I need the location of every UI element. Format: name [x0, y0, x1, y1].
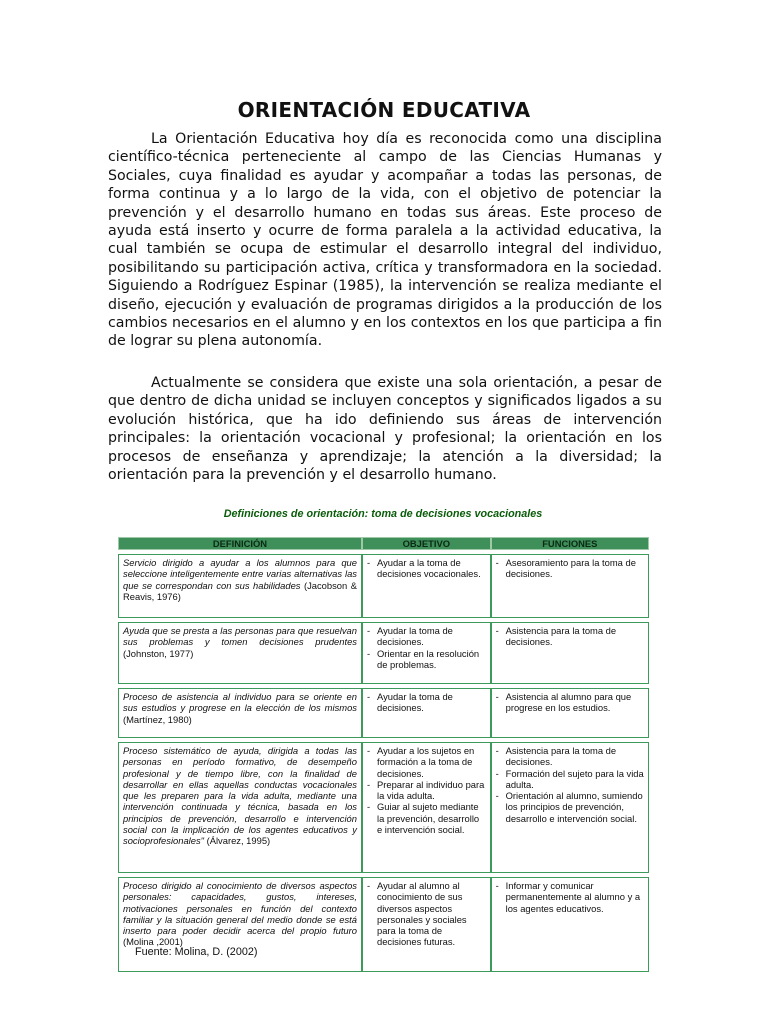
functions-cell: [491, 877, 649, 972]
definition-body: Proceso dirigido al conocimiento de diversos aspectos personales: capacidades, gustos, intereses, motivaciones personales en función del contexto familiar y la situación general del medio donde se está inserto para poder decidir acerca del propio futuro: [123, 880, 357, 937]
functions-list: [496, 691, 644, 714]
definition-body: Proceso de asistencia al individuo para se oriente en sus estudios y progrese en la elección de los mismos: [123, 691, 357, 714]
functions-list: [496, 880, 644, 914]
body-paragraph-2: Actualmente se considera que existe una sola orientación, a pesar de que dentro de dicha unidad se incluyen conceptos y significados ligados a su evolución histórica, que ha ido definiendo sus áreas de intervención principales: la orientación vocacional y profesional; la orientación en los procesos de enseñanza y aprendizaje; la atención a la diversidad; la orientación para la prevención y el desarrollo humano.: [108, 375, 662, 484]
functions-cell: [491, 688, 649, 738]
definition-reference: (Molina ,2001): [123, 936, 183, 948]
header-definicion: DEFINICIÓN: [118, 537, 362, 550]
definition-cell: [118, 554, 362, 618]
objective-cell: [362, 554, 491, 618]
table-caption: Definiciones de orientación: toma de decisiones vocacionales: [223, 508, 543, 520]
objective-cell: [362, 877, 491, 972]
objective-item: - Preparar al individuo para la vida adulta.: [367, 779, 486, 802]
definition-text: [123, 625, 357, 659]
definition-body: Proceso sistemático de ayuda, dirigida a todas las personas en período formativo, de desempeño profesional y de tiempo libre, con la finalidad de desarrollar en ellas aquellas conductas vocacionales que les preparen para la vida adulta, mediante una intervención continuada y técnica, basada en los principios de prevención, desarrollo e intervención social con la implicación de los agentes educativos y socioprofesionales": [123, 745, 357, 847]
function-item: - Asistencia al alumno para que progrese en los estudios.: [496, 691, 644, 714]
objective-list: [367, 557, 486, 580]
objective-item: - Ayudar al alumno al conocimiento de sus diversos aspectos personales y sociales para la toma de decisiones futuras.: [367, 880, 486, 948]
function-item: - Orientación al alumno, sumiendo los principios de prevención, desarrollo e intervención social.: [496, 790, 644, 824]
objective-cell: [362, 688, 491, 738]
table-row: [118, 622, 649, 684]
objective-cell: [362, 622, 491, 684]
table-body: [118, 550, 649, 972]
definition-reference: (Martínez, 1980): [123, 713, 192, 725]
definition-body: Ayuda que se presta a las personas para que resuelvan sus problemas y tomen decisiones prudentes: [123, 625, 357, 648]
table-row: [118, 554, 649, 618]
header-objetivo: OBJETIVO: [362, 537, 491, 550]
function-item: - Asistencia para la toma de decisiones.: [496, 745, 644, 768]
definitions-table: [118, 537, 649, 972]
objective-list: [367, 625, 486, 670]
definition-cell: [118, 622, 362, 684]
table-header-row: [118, 537, 649, 550]
functions-cell: [491, 742, 649, 873]
functions-list: [496, 745, 644, 824]
function-item: - Asistencia para la toma de decisiones.: [496, 625, 644, 648]
definition-reference: (Johnston, 1977): [123, 647, 194, 659]
header-funciones: FUNCIONES: [491, 537, 649, 550]
function-item: - Informar y comunicar permanentemente al alumno y a los agentes educativos.: [496, 880, 644, 914]
definition-body: Servicio dirigido a ayudar a los alumnos para que seleccione inteligentemente entre varias alternativas las que se correspondan con sus habilidades: [123, 557, 357, 591]
objective-item: - Orientar en la resolución de problemas.: [367, 648, 486, 671]
definition-cell: [118, 688, 362, 738]
objective-item: - Ayudar a los sujetos en formación a la toma de decisiones.: [367, 745, 486, 779]
definition-cell: [118, 742, 362, 873]
function-item: - Asesoramiento para la toma de decisiones.: [496, 557, 644, 580]
table-source: Fuente: Molina, D. (2002): [135, 946, 258, 958]
functions-cell: [491, 554, 649, 618]
objective-item: - Ayudar la toma de decisiones.: [367, 625, 486, 648]
definition-text: [123, 691, 357, 725]
functions-list: [496, 557, 644, 580]
objective-item: - Ayudar a la toma de decisiones vocacionales.: [367, 557, 486, 580]
definition-reference: (Álvarez, 1995): [206, 835, 271, 847]
function-item: - Formación del sujeto para la vida adulta.: [496, 768, 644, 791]
objective-item: - Ayudar la toma de decisiones.: [367, 691, 486, 714]
functions-list: [496, 625, 644, 648]
objective-list: [367, 880, 486, 948]
definition-text: [123, 557, 357, 602]
objective-list: [367, 745, 486, 835]
objective-item: - Guiar al sujeto mediante la prevención, desarrollo e intervención social.: [367, 801, 486, 835]
table-row: [118, 742, 649, 873]
page-title: ORIENTACIÓN EDUCATIVA: [237, 98, 531, 122]
definition-text: [123, 745, 357, 847]
definition-text: [123, 880, 357, 948]
objective-list: [367, 691, 486, 714]
objective-cell: [362, 742, 491, 873]
definition-reference: (Jacobson & Reavis, 1976): [123, 579, 357, 602]
functions-cell: [491, 622, 649, 684]
body-paragraph-1: La Orientación Educativa hoy día es reconocida como una disciplina científico-técnica perteneciente al campo de las Ciencias Humanas y Sociales, cuya finalidad es ayudar y acompañar a todas las personas, de forma continua y a lo largo de la vida, con el objetivo de potenciar la prevención y el desarrollo humano en todas sus áreas. Este proceso de ayuda está inserto y ocurre de forma paralela a la actividad educativa, la cual también se ocupa de estimular el desarrollo integral del individuo, posibilitando su participación activa, crítica y transformadora en la sociedad. Siguiendo a Rodríguez Espinar (1985), la intervención se realiza mediante el diseño, ejecución y evaluación de programas dirigidos a la producción de los cambios necesarios en el alumno y en los contextos en los que participa a fin de lograr su plena autonomía.: [108, 131, 662, 350]
table-row: [118, 688, 649, 738]
